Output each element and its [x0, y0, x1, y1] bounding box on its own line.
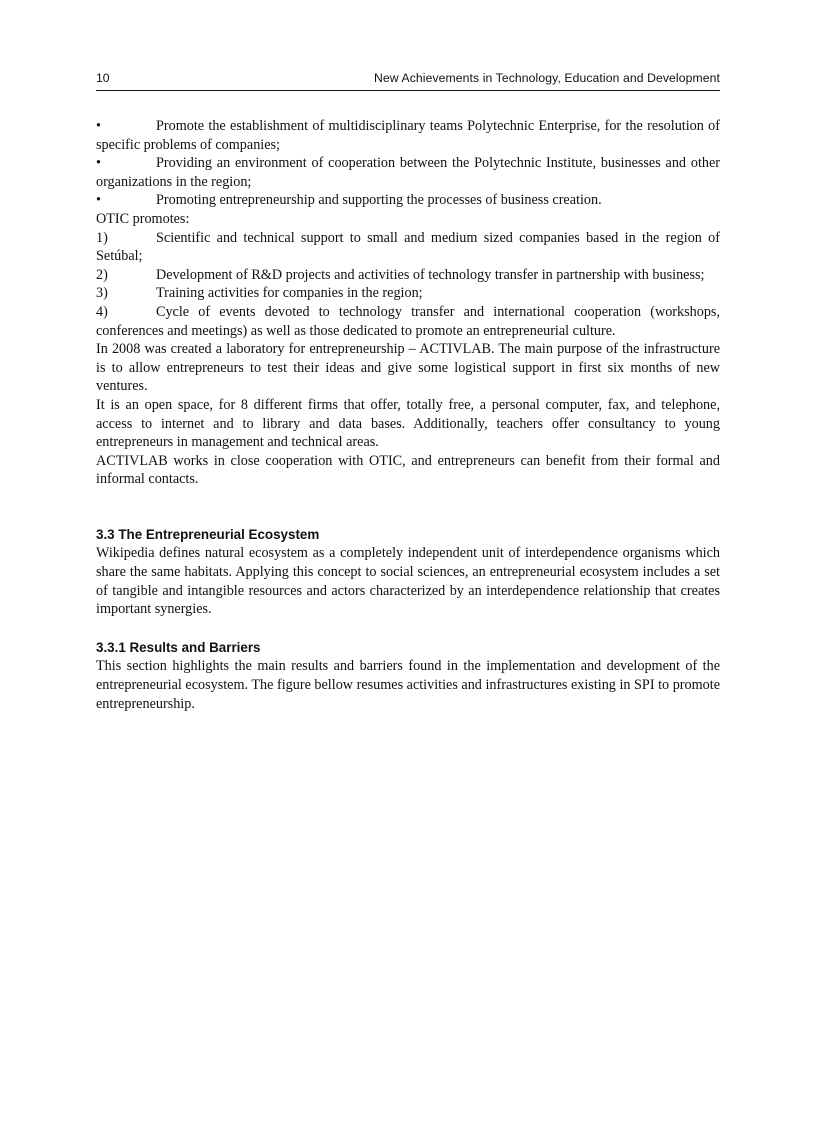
bullet-marker: •	[96, 155, 101, 172]
bullet-item	[96, 154, 720, 191]
bullet-text: Providing an environment of cooperation between the Polytechnic Institute, businesses and other organizations in the region;	[96, 155, 720, 190]
numbered-text: Development of R&D projects and activities of technology transfer in partnership with business;	[156, 266, 705, 283]
page-number: 10	[96, 71, 110, 85]
number-marker: 4)	[96, 303, 108, 320]
otic-intro: OTIC promotes:	[96, 210, 190, 227]
bullet-item	[96, 191, 720, 210]
numbered-item	[96, 284, 720, 303]
page-header	[96, 71, 720, 91]
section-text: Wikipedia defines natural ecosystem as a completely independent unit of interdependence organisms which share the same habitats. Applying this concept to social sciences, an entrepreneurial ecosystem includes a set of tangible and intangible resources and actors characterized by an interdependence relationship that creates important synergies.	[96, 545, 720, 618]
running-title: New Achievements in Technology, Education and Development	[373, 71, 720, 85]
number-marker: 1)	[96, 229, 108, 246]
paragraph: In 2008 was created a laboratory for entrepreneurship – ACTIVLAB. The main purpose of the infrastructure is to allow entrepreneurs to test their ideas and give some logistical support in first six months of new ventures.	[96, 341, 720, 395]
bullet-text: Promoting entrepreneurship and supporting the processes of business creation.	[156, 192, 602, 209]
numbered-item	[96, 266, 720, 285]
bullet-item	[96, 117, 720, 154]
numbered-item	[96, 229, 720, 266]
number-marker: 3)	[96, 285, 108, 302]
bullet-text: Promote the establishment of multidisciplinary teams Polytechnic Enterprise, for the resolution of specific problems of companies;	[96, 118, 720, 153]
paragraph: ACTIVLAB works in close cooperation with OTIC, and entrepreneurs can benefit from their formal and informal contacts.	[96, 452, 720, 488]
numbered-text: Scientific and technical support to small and medium sized companies based in the region of Setúbal;	[96, 229, 720, 265]
numbered-text: Training activities for companies in the region;	[156, 285, 423, 302]
numbered-item	[96, 303, 720, 340]
section-heading: 3.3 The Entrepreneurial Ecosystem	[96, 526, 320, 542]
page-body	[96, 117, 720, 713]
section-gap	[96, 489, 720, 526]
paragraph: It is an open space, for 8 different firms that offer, totally free, a personal computer, fax, and telephone, access to internet and to library and data bases. Additionally, teachers offer consultancy to young entrepreneurs in management and technical areas.	[96, 396, 720, 451]
number-marker: 2)	[96, 266, 108, 283]
subsection-text: This section highlights the main results and barriers found in the implementation and development of the entrepreneurial ecosystem. The figure bellow resumes activities and infrastructures existing in SPI to promote entrepreneurship.	[96, 658, 720, 712]
bullet-marker: •	[96, 192, 101, 209]
section-gap	[96, 619, 720, 639]
numbered-text: Cycle of events devoted to technology transfer and international cooperation (workshops, conferences and meetings) as well as those dedicated to promote an entrepreneurial culture.	[96, 303, 720, 339]
subsection-heading: 3.3.1 Results and Barriers	[96, 639, 261, 655]
bullet-marker: •	[96, 118, 101, 134]
